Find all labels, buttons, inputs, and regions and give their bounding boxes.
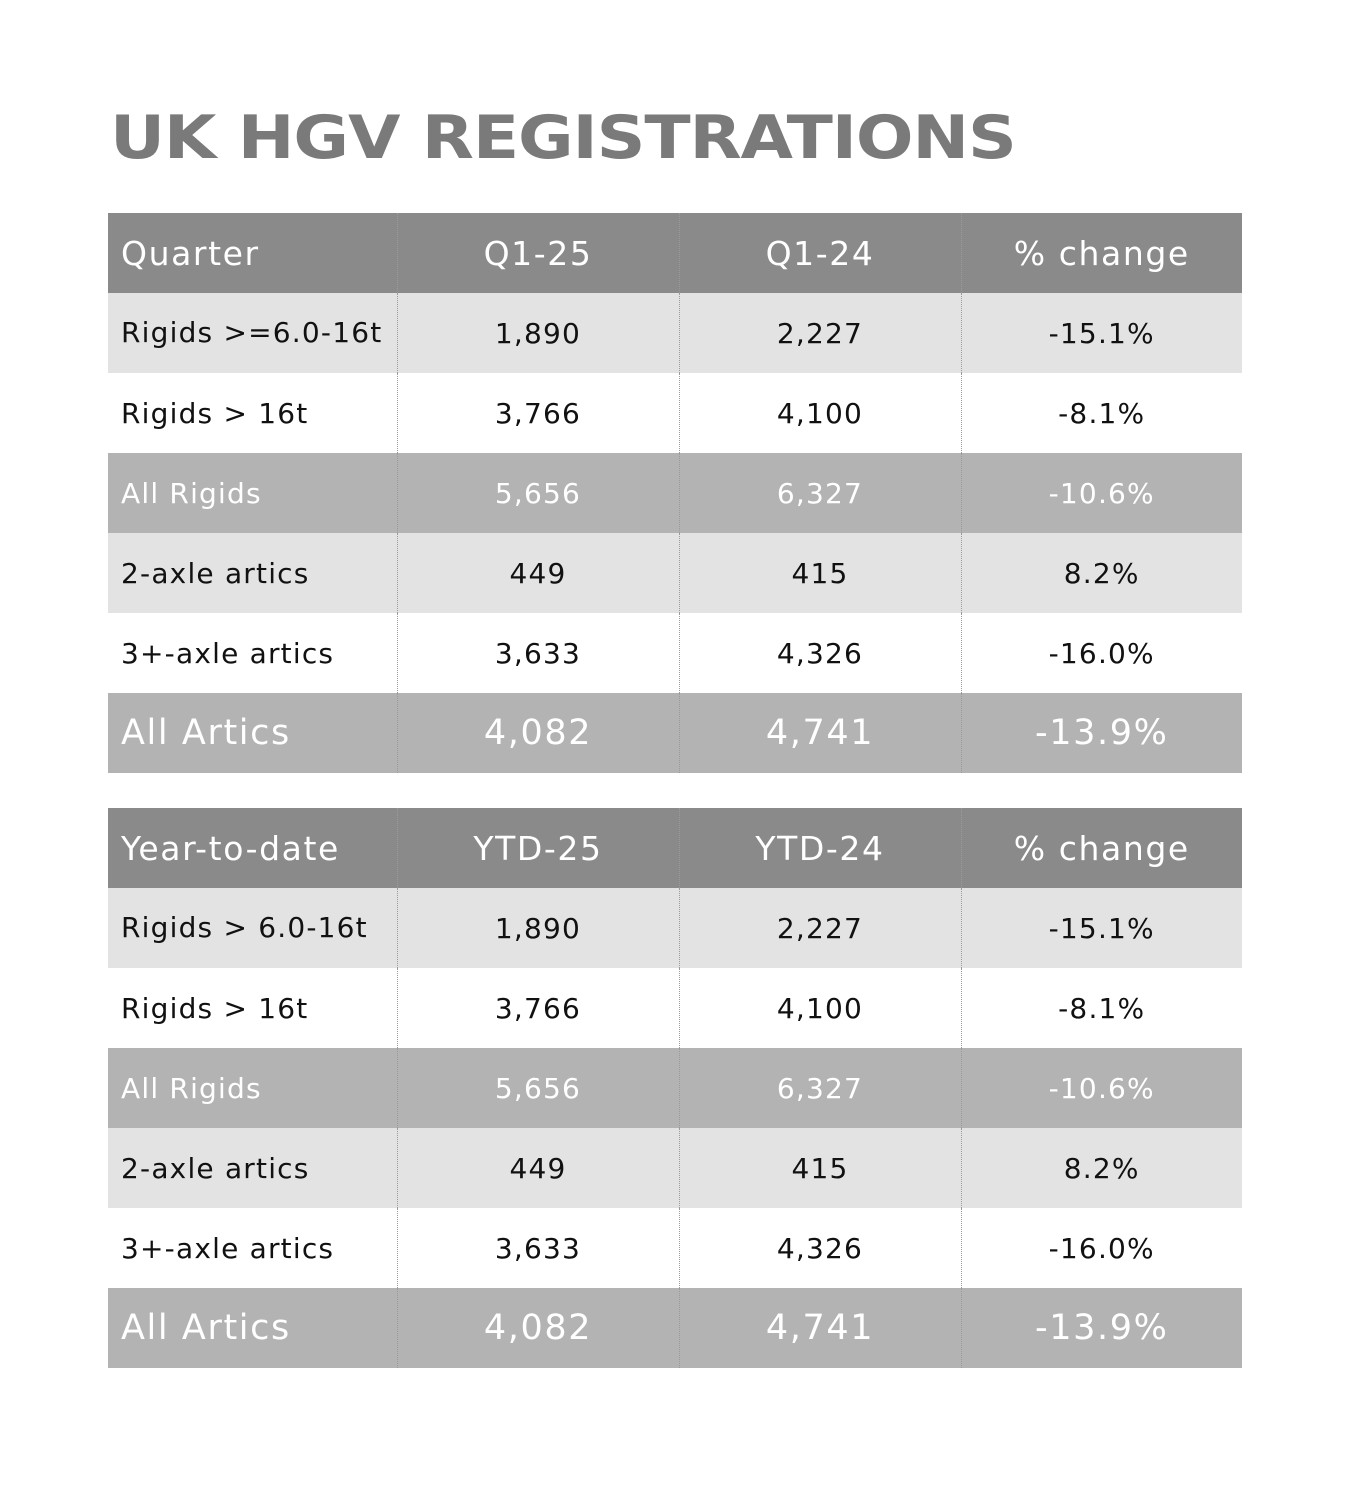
table-cell: 4,082 [397,693,679,773]
row-label: Rigids >=6.0-16t [108,293,397,373]
total-row [108,693,1242,773]
table-cell: 5,656 [397,1048,679,1128]
table-cell: 4,326 [679,1208,961,1288]
row-label: Rigids > 6.0-16t [108,888,397,968]
column-header: % change [961,213,1242,293]
column-header: Year-to-date [108,808,397,888]
table-cell: 1,890 [397,888,679,968]
table-cell: -15.1% [961,293,1242,373]
table-row [108,293,1242,373]
header-row [108,808,1242,888]
column-header: Q1-24 [679,213,961,293]
table-row [108,533,1242,613]
table-cell: 5,656 [397,453,679,533]
table-cell: 4,326 [679,613,961,693]
ytd-table [108,808,1242,1368]
total-row [108,453,1242,533]
table-cell: -10.6% [961,453,1242,533]
table-cell: -13.9% [961,693,1242,773]
table-cell: -8.1% [961,373,1242,453]
column-header: % change [961,808,1242,888]
table-cell: 6,327 [679,453,961,533]
row-label: All Artics [108,693,397,773]
row-label: All Rigids [108,1048,397,1128]
table-cell: 8.2% [961,533,1242,613]
table-cell: -16.0% [961,1208,1242,1288]
table-cell: 3,766 [397,968,679,1048]
table-cell: 4,100 [679,373,961,453]
column-header: Q1-25 [397,213,679,293]
table-row [108,373,1242,453]
table-row [108,968,1242,1048]
table-cell: 1,890 [397,293,679,373]
header-row [108,213,1242,293]
table-cell: -13.9% [961,1288,1242,1368]
table-cell: 3,766 [397,373,679,453]
table-row [108,1208,1242,1288]
page-title: UK HGV REGISTRATIONS [110,103,1016,173]
row-label: All Rigids [108,453,397,533]
row-label: 3+-axle artics [108,1208,397,1288]
row-label: 3+-axle artics [108,613,397,693]
table-cell: 4,100 [679,968,961,1048]
quarter-table [108,213,1242,773]
table-cell: 4,741 [679,1288,961,1368]
table-cell: 4,741 [679,693,961,773]
row-label: 2-axle artics [108,1128,397,1208]
total-row [108,1288,1242,1368]
table-cell: 8.2% [961,1128,1242,1208]
table-cell: 3,633 [397,1208,679,1288]
table-cell: 449 [397,1128,679,1208]
column-header: YTD-24 [679,808,961,888]
table-cell: 6,327 [679,1048,961,1128]
table-cell: 3,633 [397,613,679,693]
table-cell: 415 [679,533,961,613]
row-label: 2-axle artics [108,533,397,613]
table-cell: 415 [679,1128,961,1208]
table-cell: -15.1% [961,888,1242,968]
row-label: All Artics [108,1288,397,1368]
table-cell: -10.6% [961,1048,1242,1128]
row-label: Rigids > 16t [108,373,397,453]
table-row [108,613,1242,693]
table-cell: 449 [397,533,679,613]
row-label: Rigids > 16t [108,968,397,1048]
table-cell: 2,227 [679,293,961,373]
table-cell: 4,082 [397,1288,679,1368]
table-cell: -8.1% [961,968,1242,1048]
table-row [108,1128,1242,1208]
table-cell: -16.0% [961,613,1242,693]
table-row [108,888,1242,968]
column-header: YTD-25 [397,808,679,888]
total-row [108,1048,1242,1128]
table-cell: 2,227 [679,888,961,968]
column-header: Quarter [108,213,397,293]
